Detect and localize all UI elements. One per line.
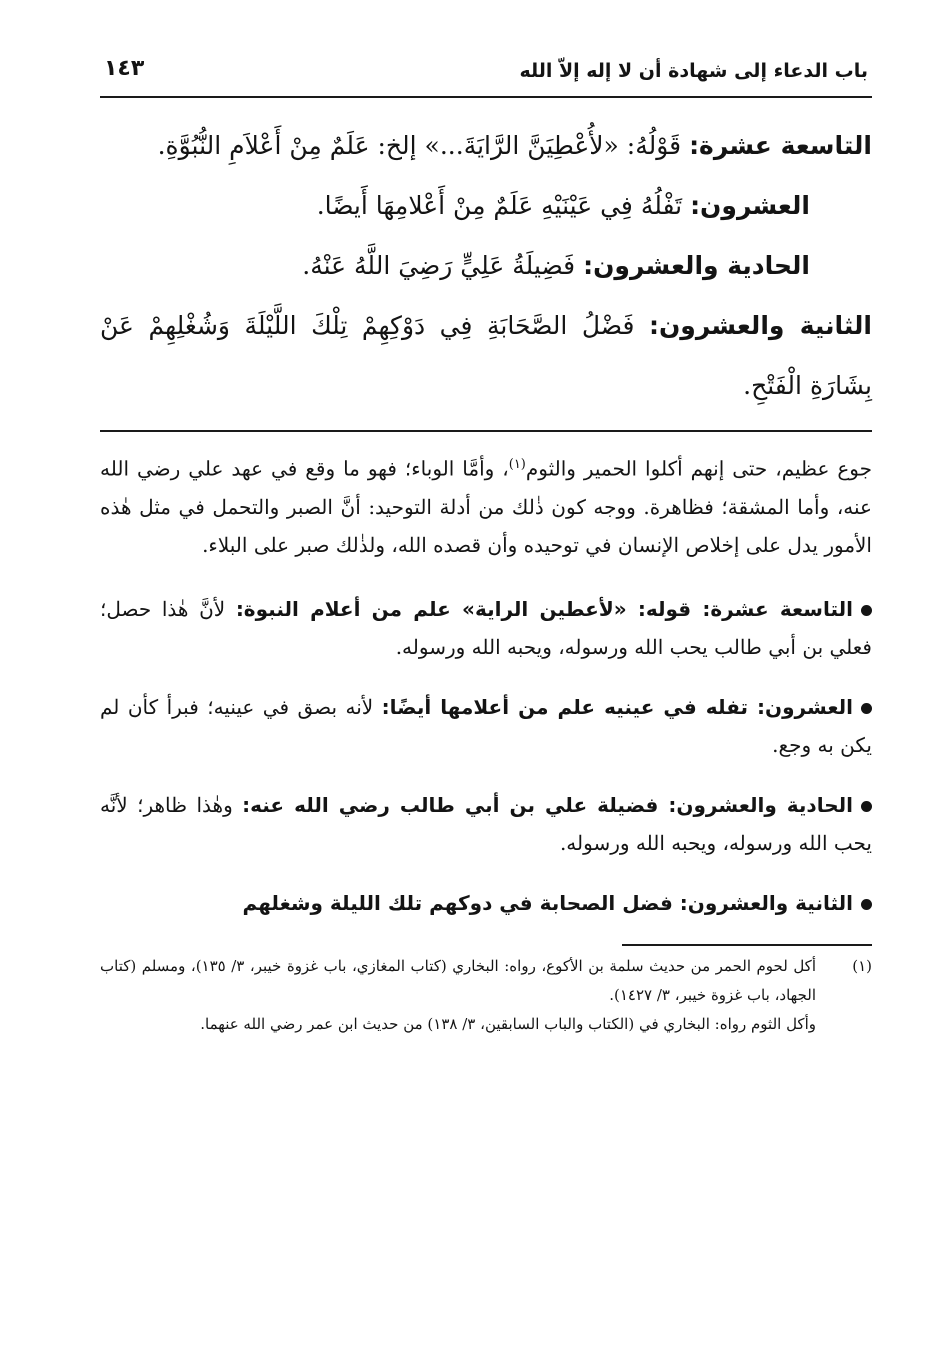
- footnote-divider: [622, 944, 872, 946]
- commentary-label: الثانية والعشرون: فضل الصحابة في دوكهم تلك الليلة وشغلهم: [242, 890, 853, 915]
- matn-issue-19: [100, 116, 872, 176]
- bullet-icon: [861, 605, 872, 616]
- matn-body: فَضْلُ الصَّحَابَةِ فِي دَوْكِهِمْ تِلْكَ اللَّيْلَةَ وَشُغْلِهِمْ عَنْ بِشَارَةِ الْفَتْحِ.: [100, 311, 872, 400]
- commentary-item-19: [100, 590, 872, 666]
- footnote: [100, 952, 872, 1039]
- bullet-icon: [861, 703, 872, 714]
- page-number: ١٤٣: [104, 56, 145, 81]
- matn-issue-22: [100, 296, 872, 416]
- bullet-icon: [861, 899, 872, 910]
- matn-body: قَوْلُهُ: «لأُعْطِيَنَّ الرَّايَةَ...» إلخ: عَلَمٌ مِنْ أَعْلاَمِ النُّبُوَّةِ.: [157, 131, 690, 160]
- commentary-label: التاسعة عشرة: قوله: «لأعطين الراية» علم من أعلام النبوة:: [235, 596, 853, 621]
- commentary-continuation: [100, 446, 872, 564]
- bullet-icon: [861, 801, 872, 812]
- commentary-item-20: [100, 688, 872, 764]
- chapter-title: باب الدعاء إلى شهادة أن لا إله إلاّ الله: [519, 60, 868, 82]
- footnote-line: وأكل الثوم رواه: البخاري في (الكتاب والباب السابقين، ٣/ ١٣٨) من حديث ابن عمر رضي الله عنهما.: [200, 1014, 816, 1033]
- footnote-number: (١): [852, 956, 872, 975]
- commentary-text: جوع عظيم، حتى إنهم أكلوا الحمير والثوم: [525, 456, 872, 481]
- commentary-item-21: [100, 786, 872, 862]
- footnote-reference: (١): [508, 457, 526, 472]
- commentary-body: لأنَّ هٰذا حصل؛ فعلي بن أبي طالب يحب الله ورسوله، ويحبه الله ورسوله.: [100, 596, 872, 659]
- matn-issue-21: [100, 236, 872, 296]
- commentary-body: وهٰذا ظاهر؛ لأنَّه يحب الله ورسوله، ويحبه الله ورسوله.: [100, 792, 872, 855]
- matn-label: الحادية والعشرون:: [583, 251, 810, 280]
- section-divider: [100, 430, 872, 432]
- matn-label: التاسعة عشرة:: [689, 131, 872, 160]
- commentary-label: العشرون: تفله في عينيه علم من أعلامها أيضًا:: [381, 694, 854, 719]
- commentary: [100, 446, 872, 922]
- commentary-text: ، وأمَّا الوباء؛ فهو ما وقع في عهد علي رضي الله عنه، وأما المشقة؛ فظاهرة. ووجه كون ذٰلك من أدلة التوحيد: أنَّ الصبر والتحمل في مثل هٰذه الأمور يدل على إخلاص الإنسان في توحيده وأن قصده الله، ولذٰلك صبر على البلاء.: [100, 456, 872, 557]
- commentary-body: لأنه بصق في عينيه؛ فبرأ كأن لم يكن به وجع.: [100, 694, 872, 757]
- matn-body: فَضِيلَةُ عَلِيٍّ رَضِيَ اللَّهُ عَنْهُ.: [302, 251, 584, 280]
- commentary-label: الحادية والعشرون: فضيلة علي بن أبي طالب رضي الله عنه:: [242, 792, 853, 817]
- main-text: [100, 116, 872, 416]
- commentary-item-22: [100, 884, 872, 922]
- matn-issue-20: [100, 176, 872, 236]
- matn-body: تَفْلُهُ فِي عَيْنَيْهِ عَلَمٌ مِنْ أَعْلامِهَا أَيضًا.: [316, 191, 691, 220]
- matn-label: العشرون:: [690, 191, 810, 220]
- matn-label: الثانية والعشرون:: [648, 311, 873, 340]
- footnote-line: أكل لحوم الحمر من حديث سلمة بن الأكوع، رواه: البخاري (كتاب المغازي، باب غزوة خيبر، ٣/ ١٣٥)، ومسلم (كتاب الجهاد، باب غزوة خيبر، ٣/ ١٤٢٧).: [100, 956, 816, 1004]
- page-header: [100, 52, 872, 98]
